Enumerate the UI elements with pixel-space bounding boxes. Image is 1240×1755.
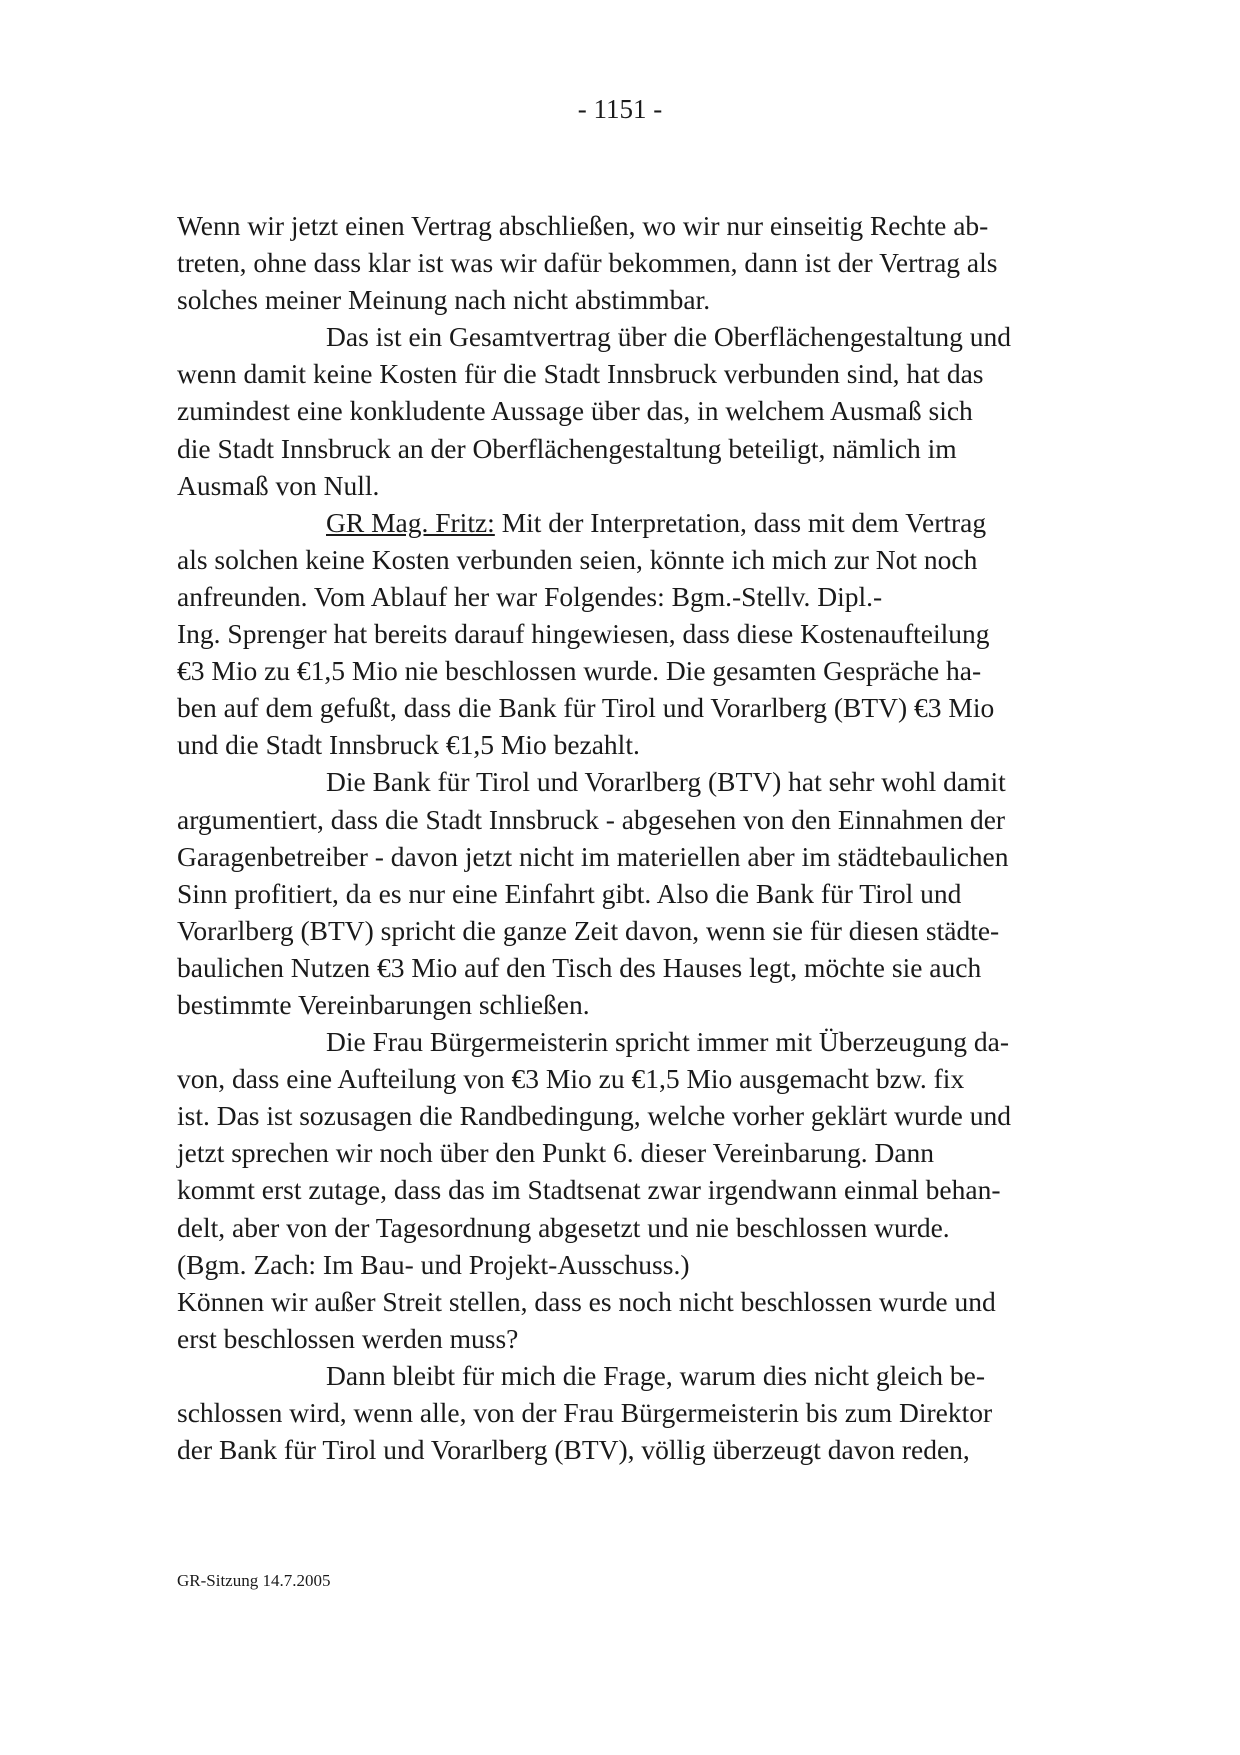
text-line: argumentiert, dass die Stadt Innsbruck - abgesehen von den Einnahmen der <box>177 803 1006 835</box>
text-line: delt, aber von der Tagesordnung abgesetzt und nie beschlossen wurde. <box>177 1211 950 1243</box>
speaker-text: Mit der Interpretation, dass mit dem Vertrag <box>494 506 987 538</box>
text-line: treten, ohne dass klar ist was wir dafür bekommen, dann ist der Vertrag als <box>177 247 998 279</box>
page-footer: GR-Sitzung 14.7.2005 <box>177 1571 331 1590</box>
page-number: - 1151 - <box>577 94 663 124</box>
text-line: Ing. Sprenger hat bereits darauf hingewiesen, dass diese Kostenaufteilung <box>177 618 990 650</box>
text-line: Garagenbetreiber - davon jetzt nicht im materiellen aber im städtebaulichen <box>177 840 1009 872</box>
text-line: €3 Mio zu €1,5 Mio nie beschlossen wurde. Die gesamten Gespräche ha- <box>177 655 982 687</box>
text-line: erst beschlossen werden muss? <box>177 1322 519 1354</box>
text-line: ben auf dem gefußt, dass die Bank für Tirol und Vorarlberg (BTV) €3 Mio <box>177 692 995 724</box>
speaker-line <box>177 504 1072 541</box>
text-line: und die Stadt Innsbruck €1,5 Mio bezahlt. <box>177 729 640 761</box>
text-line: jetzt sprechen wir noch über den Punkt 6. dieser Vereinbarung. Dann <box>177 1137 935 1169</box>
text-line: Vorarlberg (BTV) spricht die ganze Zeit davon, wenn sie für diesen städte- <box>177 914 1000 946</box>
text-line: bestimmte Vereinbarungen schließen. <box>177 988 590 1020</box>
speaker-name: GR Mag. Fritz: <box>326 506 495 538</box>
text-line: als solchen keine Kosten verbunden seien, könnte ich mich zur Not noch <box>177 543 978 575</box>
text-line-paragraph-start: Das ist ein Gesamtvertrag über die Oberflächengestaltung und <box>326 321 1011 353</box>
text-line: kommt erst zutage, dass das im Stadtsenat zwar irgendwann einmal behan- <box>177 1174 1001 1206</box>
text-line: Können wir außer Streit stellen, dass es noch nicht beschlossen wurde und <box>177 1285 996 1317</box>
text-line: ist. Das ist sozusagen die Randbedingung, welche vorher geklärt wurde und <box>177 1100 1011 1132</box>
text-line: anfreunden. Vom Ablauf her war Folgendes: Bgm.-Stellv. Dipl.- <box>177 580 883 612</box>
text-line: die Stadt Innsbruck an der Oberflächengestaltung beteiligt, nämlich im <box>177 432 957 464</box>
text-line-paragraph-start: Die Frau Bürgermeisterin spricht immer mit Überzeugung da- <box>326 1026 1009 1058</box>
text-line: solches meiner Meinung nach nicht abstimmbar. <box>177 284 711 316</box>
text-line: der Bank für Tirol und Vorarlberg (BTV), völlig überzeugt davon reden, <box>177 1434 970 1466</box>
document-body <box>177 207 1072 1468</box>
text-line: Wenn wir jetzt einen Vertrag abschließen, wo wir nur einseitig Rechte ab- <box>177 210 989 241</box>
text-line-paragraph-start: Dann bleibt für mich die Frage, warum dies nicht gleich be- <box>326 1359 986 1391</box>
text-line: wenn damit keine Kosten für die Stadt Innsbruck verbunden sind, hat das <box>177 358 984 390</box>
text-line-paragraph-start: Die Bank für Tirol und Vorarlberg (BTV) hat sehr wohl damit <box>326 766 1006 798</box>
text-line: baulichen Nutzen €3 Mio auf den Tisch des Hauses legt, möchte sie auch <box>177 951 982 983</box>
text-line: Ausmaß von Null. <box>177 469 380 501</box>
text-line: schlossen wird, wenn alle, von der Frau Bürgermeisterin bis zum Direktor <box>177 1397 993 1428</box>
text-line: zumindest eine konkludente Aussage über das, in welchem Ausmaß sich <box>177 395 973 427</box>
text-line: von, dass eine Aufteilung von €3 Mio zu €1,5 Mio ausgemacht bzw. fix <box>177 1063 965 1095</box>
text-line: Sinn profitiert, da es nur eine Einfahrt gibt. Also die Bank für Tirol und <box>177 877 962 909</box>
interjection-line: (Bgm. Zach: Im Bau- und Projekt-Ausschuss.) <box>177 1248 690 1280</box>
